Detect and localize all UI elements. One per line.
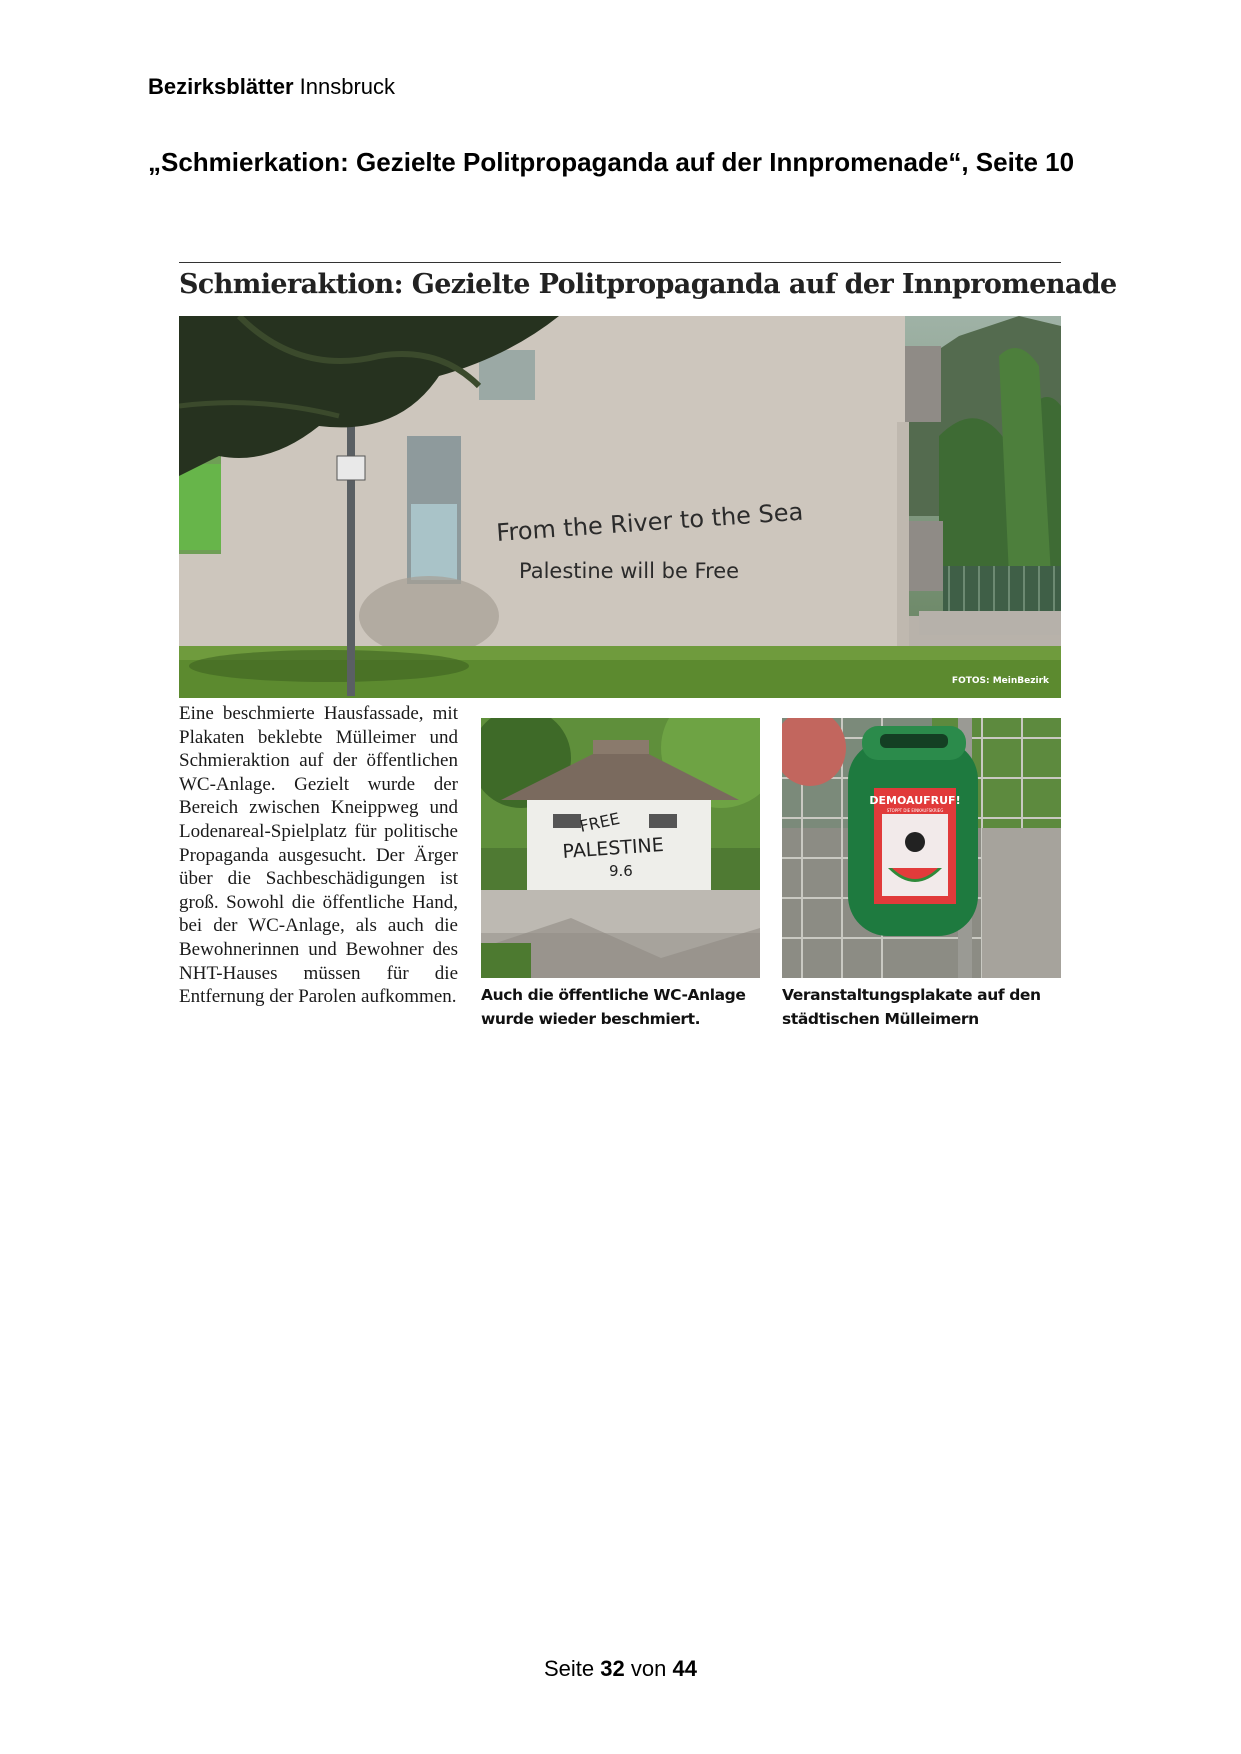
caption-wc: Auch die öffentliche WC-Anlage wurde wieder beschmiert. bbox=[481, 986, 746, 1028]
article-body-text: Eine beschmierte Hausfassade, mit Plakaten beklebte Mülleimer und Schmieraktion auf der öffentlichen WC-Anlage. Gezielt wurde der Bereich zwischen Kneippweg und Lodenareal-Spielplatz für politische Propaganda ausgesucht. Der Ärger über die Sachbeschädigungen ist groß. Sowohl die öffentliche Hand, bei der WC-Anlage, als auch die Bewohnerinnen und Bewohner des NHT-Hauses müssen für die Entfernung der Parolen aufkommen. bbox=[179, 703, 458, 1008]
wc-graffiti-palestine: PALESTINE bbox=[561, 833, 665, 863]
footer-middle: von bbox=[630, 1656, 667, 1681]
photo-wc-building bbox=[481, 718, 760, 978]
wc-graffiti-free: FREE bbox=[577, 808, 622, 836]
page-footer bbox=[0, 1656, 1241, 1682]
facade-graffiti-line1: From the River to the Sea bbox=[495, 497, 805, 547]
footer-page-total: 44 bbox=[672, 1656, 697, 1681]
publication-name: Bezirksblätter bbox=[148, 74, 294, 99]
document-title: „Schmierkation: Gezielte Politpropaganda auf der Innpromenade“, Seite 10 bbox=[148, 147, 1075, 177]
clipping-headline: Schmieraktion: Gezielte Politpropaganda auf der Innpromenade bbox=[179, 269, 1117, 300]
wc-graffiti-date: 9.6 bbox=[609, 862, 633, 880]
newspaper-clipping bbox=[179, 262, 1117, 1028]
publication-source bbox=[148, 74, 395, 100]
footer-prefix: Seite bbox=[544, 1656, 595, 1681]
publication-region: Innsbruck bbox=[299, 74, 396, 99]
photo-trash-bin bbox=[782, 718, 1061, 978]
footer-page-number: 32 bbox=[600, 1656, 625, 1681]
poster-subtitle: STOPPT DIE EINKAUFSKRIEG bbox=[886, 808, 944, 813]
clipping-top-rule bbox=[179, 262, 1061, 263]
poster-title: DEMOAUFRUF! bbox=[869, 794, 961, 807]
main-photo-facade bbox=[179, 316, 1061, 698]
facade-graffiti-line2: Palestine will be Free bbox=[519, 559, 740, 583]
photo-credit: FOTOS: MeinBezirk bbox=[951, 676, 1049, 686]
caption-bins: Veranstaltungsplakate auf den städtischen Mülleimern bbox=[782, 986, 1041, 1028]
